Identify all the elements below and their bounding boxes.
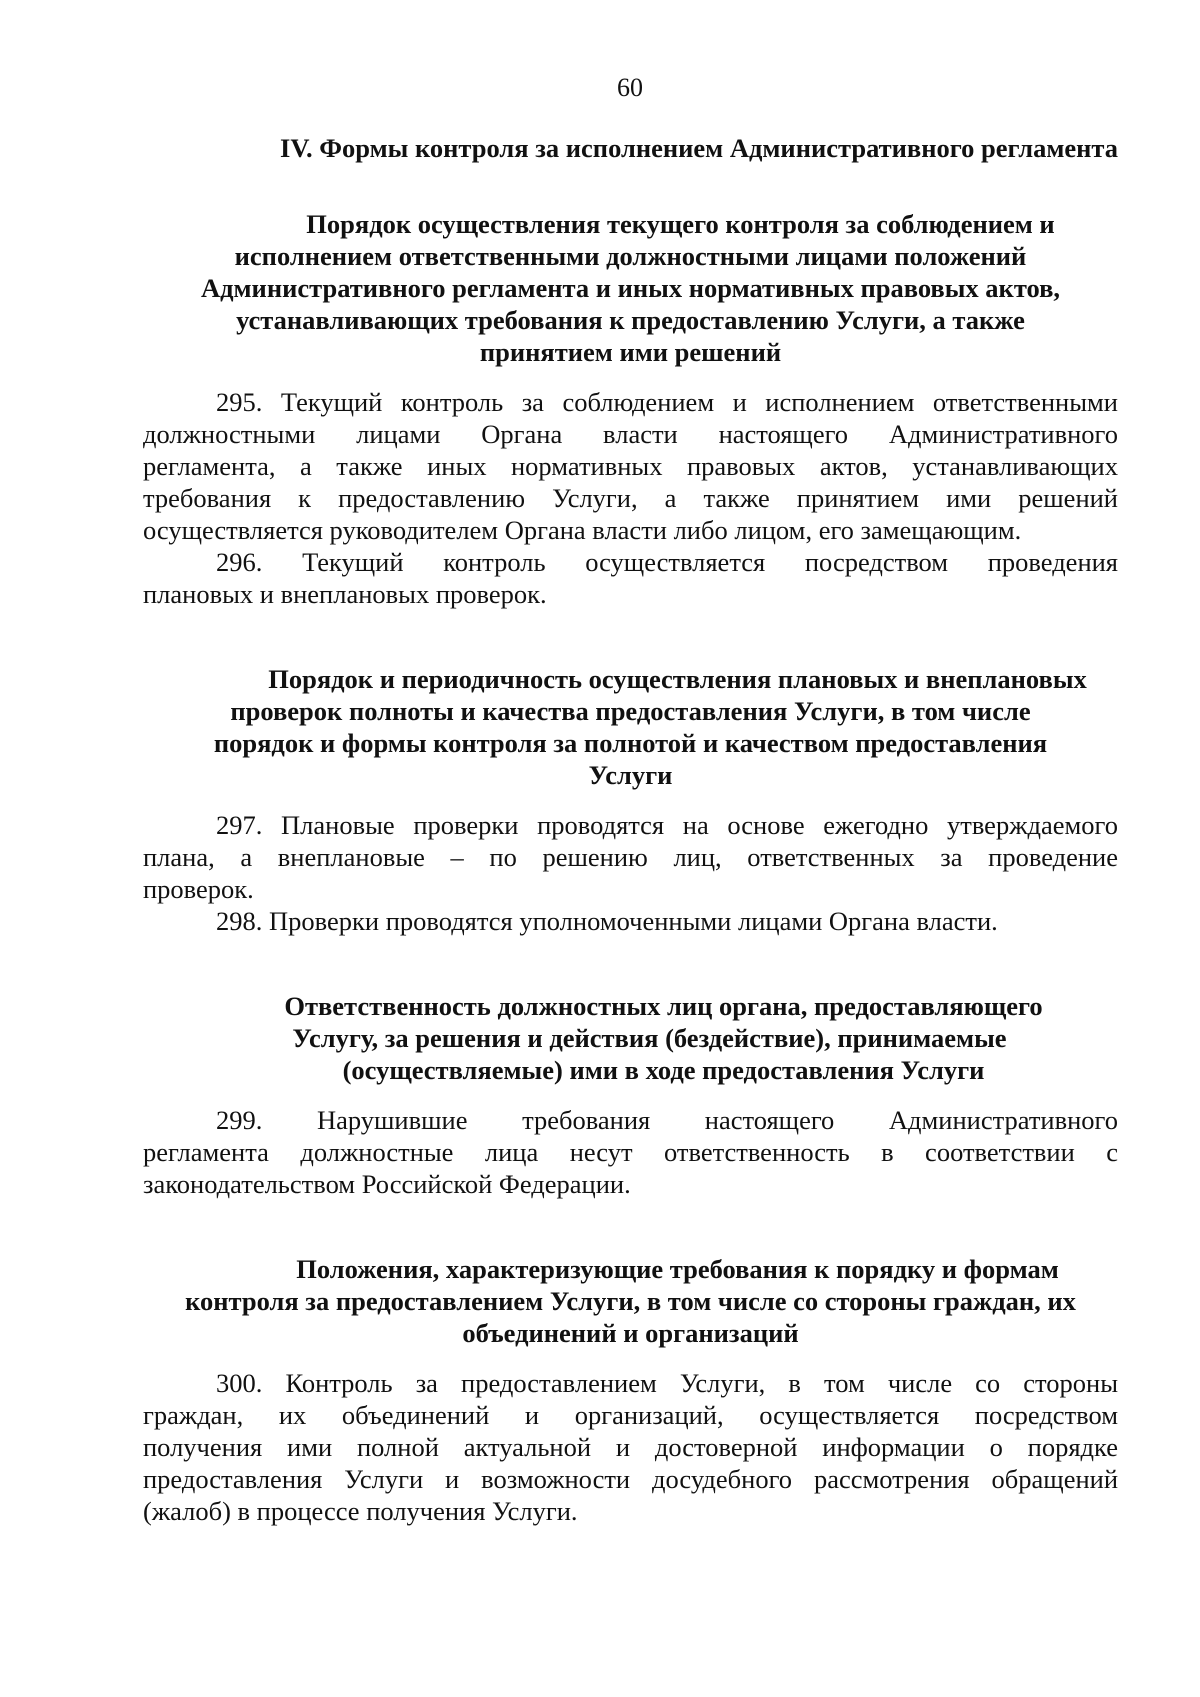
heading-line: Услугу, за решения и действия (бездействие), принимаемые — [292, 1023, 1007, 1053]
paragraph-295 — [143, 386, 1118, 546]
paragraph-line: требования к предоставлению Услуги, а также принятием ими решений — [143, 483, 1118, 513]
section-heading — [143, 1022, 1118, 1054]
paragraph-line: (жалоб) в процессе получения Услуги. — [143, 1496, 578, 1526]
section-citizen-control — [143, 1253, 1118, 1527]
paragraph-line: должностными лицами Органа власти настоящего Административного — [143, 419, 1118, 449]
paragraph-line: плана, а внеплановые – по решению лиц, ответственных за проведение — [143, 842, 1118, 872]
section-heading — [143, 1285, 1118, 1349]
section-heading — [143, 695, 1118, 791]
heading-line: исполнением ответственными должностными лицами положений — [234, 241, 1027, 271]
chapter-title: IV. Формы контроля за исполнением Административного регламента — [280, 133, 1118, 163]
heading-line: (осуществляемые) ими в ходе предоставления Услуги — [342, 1055, 985, 1085]
paragraph-line: получения ими полной актуальной и достоверной информации о порядке — [143, 1432, 1118, 1462]
section-heading — [143, 1253, 1118, 1285]
paragraph-line: предоставления Услуги и возможности досудебного рассмотрения обращений — [143, 1464, 1118, 1494]
paragraph-299 — [143, 1104, 1118, 1200]
heading-line: проверок полноты и качества предоставления Услуги, в том числе — [230, 696, 1031, 726]
paragraph-297 — [143, 809, 1118, 905]
page-number: 60 — [617, 73, 643, 102]
section-heading — [143, 663, 1118, 695]
paragraph-line: граждан, их объединений и организаций, осуществляется посредством — [143, 1400, 1118, 1430]
heading-line: Ответственность должностных лиц органа, предоставляющего — [284, 991, 1043, 1021]
section-responsibility — [143, 990, 1118, 1200]
paragraph-line: законодательством Российской Федерации. — [143, 1169, 631, 1199]
paragraph-line: регламента должностные лица несут ответственность в соответствии с — [143, 1137, 1118, 1167]
paragraph-line: 300. Контроль за предоставлением Услуги, в том числе со стороны — [216, 1368, 1118, 1398]
heading-line: Услуги — [588, 760, 673, 790]
paragraph-296 — [143, 546, 1118, 610]
section-heading — [143, 990, 1118, 1022]
heading-line: Административного регламента и иных нормативных правовых актов, — [200, 273, 1061, 303]
section-heading — [143, 1054, 1118, 1086]
section-current-control — [143, 208, 1118, 610]
heading-line: принятием ими решений — [479, 337, 782, 367]
heading-line: Положения, характеризующие требования к порядку и формам — [296, 1254, 1059, 1284]
paragraph-line: регламента, а также иных нормативных правовых актов, устанавливающих — [143, 451, 1118, 481]
paragraph-line: 298. Проверки проводятся уполномоченными лицами Органа власти. — [216, 906, 998, 936]
heading-line: устанавливающих требования к предоставлению Услуги, а также — [236, 305, 1025, 335]
page-content — [143, 131, 1118, 1527]
heading-line: контроля за предоставлением Услуги, в том числе со стороны граждан, их — [185, 1286, 1076, 1316]
heading-line: Порядок и периодичность осуществления плановых и внеплановых — [268, 664, 1087, 694]
paragraph-line: 297. Плановые проверки проводятся на основе ежегодно утверждаемого — [216, 810, 1118, 840]
section-heading — [143, 240, 1118, 368]
paragraph-line: 296. Текущий контроль осуществляется посредством проведения — [216, 547, 1118, 577]
paragraph-line: осуществляется руководителем Органа власти либо лицом, его замещающим. — [143, 515, 1022, 545]
heading-line: порядок и формы контроля за полнотой и качеством предоставления — [213, 728, 1048, 758]
paragraph-line: проверок. — [143, 874, 254, 904]
section-planned-inspections — [143, 663, 1118, 937]
paragraph-300 — [143, 1367, 1118, 1527]
paragraph-line: 299. Нарушившие требования настоящего Административного — [216, 1105, 1118, 1135]
paragraph-line: плановых и внеплановых проверок. — [143, 579, 547, 609]
paragraph-298 — [143, 905, 1118, 937]
section-heading — [143, 208, 1118, 240]
heading-line: Порядок осуществления текущего контроля за соблюдением и — [306, 209, 1055, 239]
paragraph-line: 295. Текущий контроль за соблюдением и исполнением ответственными — [216, 387, 1118, 417]
heading-line: объединений и организаций — [462, 1318, 799, 1348]
